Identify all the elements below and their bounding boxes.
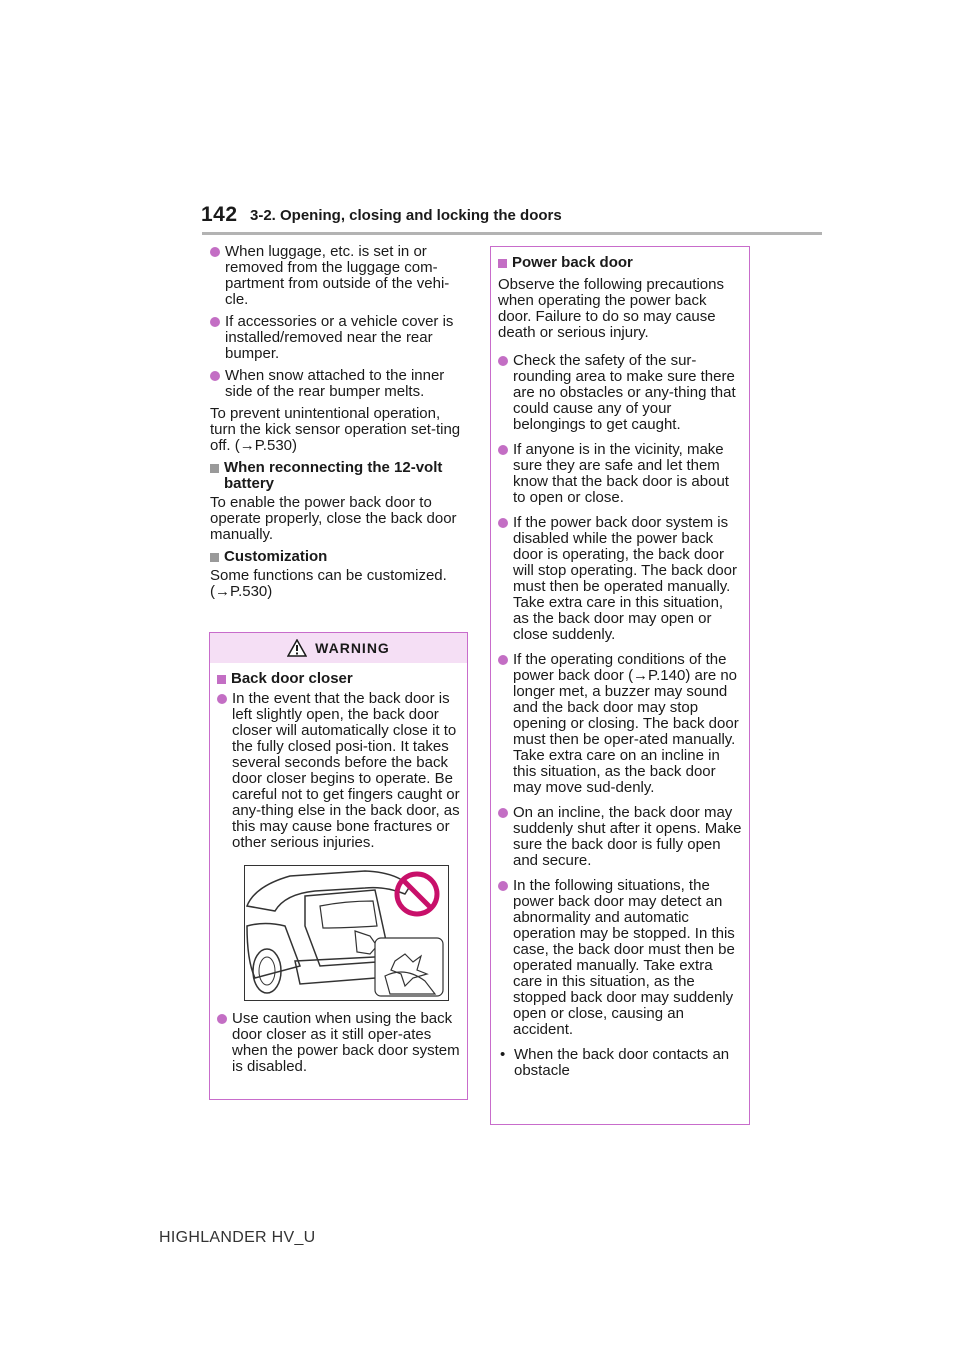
left-column: [210, 244, 470, 606]
reconnect-paragraph: To enable the power back door to operate properly, close the back door manually.: [210, 494, 457, 543]
reconnect-heading: When reconnecting the 12-volt battery: [210, 460, 470, 492]
footer-model: HIGHLANDER HV_U: [159, 1229, 316, 1246]
warning-header: [210, 633, 467, 663]
warning-box: [209, 632, 468, 1100]
back-door-illustration: [244, 865, 449, 1001]
customization-heading: Customization: [210, 549, 470, 565]
square-bullet-icon: [217, 675, 226, 684]
small-bullet-icon: •: [500, 1046, 506, 1063]
car-back-door-prohibition-illustration: [245, 866, 448, 1000]
bullet-icon: [498, 655, 508, 665]
bullet-icon: [498, 445, 508, 455]
bullet-icon: [210, 317, 220, 327]
bullet-icon: [498, 356, 508, 366]
page-number: 142: [201, 203, 238, 226]
bullet-icon: [217, 694, 227, 704]
bullet-icon: [498, 808, 508, 818]
section-title: 3-2. Opening, closing and locking the doors: [250, 207, 562, 224]
list-item: On an incline, the back door may suddenly shut after it opens. Make sure the back door is fully open and secure.: [498, 805, 742, 869]
list-item: Use caution when using the back door closer as it still oper-ates when the power back door system is disabled.: [217, 1011, 460, 1075]
bullet-icon: [210, 371, 220, 381]
kick-sensor-paragraph: To prevent unintentional operation, turn the kick sensor operation set-ting off. (→P.530): [210, 405, 461, 454]
bullet-icon: [498, 881, 508, 891]
list-item: In the event that the back door is left slightly open, the back door closer will automatically close it to the fully closed posi-tion. It takes several seconds before the back door closer begins to operate. Be careful not to get fingers caught or any-thing else in the back door, as this may cause bone fractures or other serious injuries.: [217, 691, 460, 851]
power-back-door-box: [490, 246, 750, 1125]
list-item: When luggage, etc. is set in or removed from the luggage com-partment from outside of the vehi-cle.: [210, 244, 470, 308]
warning-triangle-icon: [287, 639, 307, 657]
bullet-icon: [498, 518, 508, 528]
square-bullet-icon: [210, 464, 219, 473]
list-item: When snow attached to the inner side of the rear bumper melts.: [210, 368, 470, 400]
power-back-door-heading: Power back door: [498, 255, 742, 271]
situation-list-item: • When the back door contacts an obstacle: [500, 1046, 730, 1079]
list-item: If accessories or a vehicle cover is installed/removed near the rear bumper.: [210, 314, 470, 362]
power-back-door-intro: Observe the following precautions when operating the power back door. Failure to do so may cause death or serious injury.: [498, 276, 724, 341]
customization-paragraph: Some functions can be customized. (→P.530): [210, 567, 447, 600]
list-item: If anyone is in the vicinity, make sure they are safe and let them know that the back door is about to open or close.: [498, 442, 742, 506]
list-item: If the power back door system is disabled while the power back door is operating, the back door will stop operating. The back door must then be operated manually. Take extra care in this situation, as the back door may open or close suddenly.: [498, 515, 742, 643]
bullet-icon: [217, 1014, 227, 1024]
square-bullet-icon: [498, 259, 507, 268]
list-item: Check the safety of the sur-rounding area to make sure there are no obstacles or any-thing that could cause any of your belongings to get caught.: [498, 353, 742, 433]
bullet-icon: [210, 247, 220, 257]
back-door-closer-heading: Back door closer: [217, 671, 460, 687]
list-item: If the operating conditions of the power back door (→P.140) are no longer met, a buzzer may sound and the back door may stop opening or closing. The back door must then be oper-ated manually. Take extra care on an incline in this situation, as the back door may move sud-denly.: [498, 652, 742, 796]
list-item: In the following situations, the power back door may detect an abnormality and automatic operation may be stopped. In this case, the back door must then be operated manually. Take extra care in this situation, as the stopped back door may suddenly open or close, causing an accident.: [498, 878, 742, 1038]
square-bullet-icon: [210, 553, 219, 562]
warning-label: WARNING: [315, 640, 390, 656]
header-rule: [202, 232, 822, 235]
